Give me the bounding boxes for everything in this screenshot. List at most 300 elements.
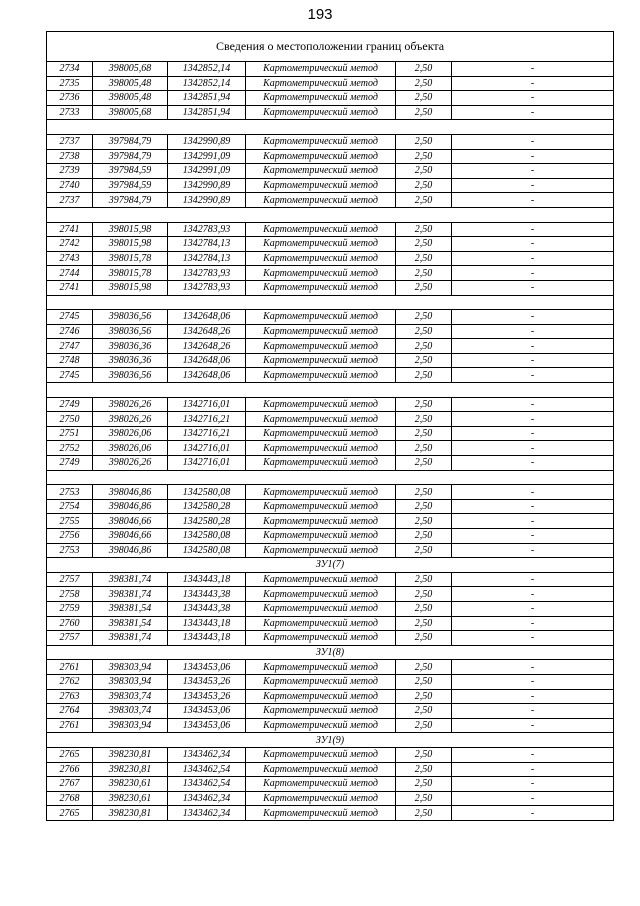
group-separator-row xyxy=(47,207,614,222)
y-coordinate-cell: 1342648,06 xyxy=(168,368,246,383)
group-label-row xyxy=(47,645,614,660)
x-coordinate-cell: 398381,74 xyxy=(93,587,168,602)
x-coordinate-cell: 398005,68 xyxy=(93,105,168,120)
description-cell: - xyxy=(452,543,614,558)
x-coordinate-cell: 398015,98 xyxy=(93,237,168,252)
accuracy-cell: 2,50 xyxy=(396,441,452,456)
table-row xyxy=(47,178,614,193)
table-row xyxy=(47,543,614,558)
table-row xyxy=(47,747,614,762)
point-number-cell: 2749 xyxy=(47,456,93,471)
accuracy-cell: 2,50 xyxy=(396,222,452,237)
y-coordinate-cell: 1343443,38 xyxy=(168,601,246,616)
description-cell: - xyxy=(452,280,614,295)
description-cell: - xyxy=(452,514,614,529)
y-coordinate-cell: 1342580,28 xyxy=(168,514,246,529)
table-row xyxy=(47,660,614,675)
y-coordinate-cell: 1343443,18 xyxy=(168,631,246,646)
y-coordinate-cell: 1342716,21 xyxy=(168,426,246,441)
accuracy-cell: 2,50 xyxy=(396,178,452,193)
accuracy-cell: 2,50 xyxy=(396,791,452,806)
table-row xyxy=(47,456,614,471)
x-coordinate-cell: 398026,26 xyxy=(93,397,168,412)
x-coordinate-cell: 398036,36 xyxy=(93,353,168,368)
point-number-cell: 2735 xyxy=(47,76,93,91)
point-number-cell: 2740 xyxy=(47,178,93,193)
y-coordinate-cell: 1343462,34 xyxy=(168,806,246,821)
point-number-cell: 2757 xyxy=(47,631,93,646)
method-cell: Картометрический метод xyxy=(246,397,396,412)
x-coordinate-cell: 398026,26 xyxy=(93,456,168,471)
accuracy-cell: 2,50 xyxy=(396,601,452,616)
method-cell: Картометрический метод xyxy=(246,747,396,762)
point-number-cell: 2764 xyxy=(47,704,93,719)
y-coordinate-cell: 1342580,28 xyxy=(168,499,246,514)
method-cell: Картометрический метод xyxy=(246,193,396,208)
table-row xyxy=(47,572,614,587)
x-coordinate-cell: 398303,74 xyxy=(93,704,168,719)
group-separator-row xyxy=(47,295,614,310)
description-cell: - xyxy=(452,718,614,733)
description-cell: - xyxy=(452,791,614,806)
table-row xyxy=(47,222,614,237)
x-coordinate-cell: 398015,98 xyxy=(93,280,168,295)
point-number-cell: 2756 xyxy=(47,529,93,544)
accuracy-cell: 2,50 xyxy=(396,631,452,646)
y-coordinate-cell: 1343462,34 xyxy=(168,747,246,762)
x-coordinate-cell: 398046,66 xyxy=(93,514,168,529)
y-coordinate-cell: 1343462,34 xyxy=(168,791,246,806)
accuracy-cell: 2,50 xyxy=(396,485,452,500)
accuracy-cell: 2,50 xyxy=(396,397,452,412)
description-cell: - xyxy=(452,456,614,471)
method-cell: Картометрический метод xyxy=(246,62,396,77)
group-label-row xyxy=(47,558,614,573)
method-cell: Картометрический метод xyxy=(246,237,396,252)
table-row xyxy=(47,339,614,354)
method-cell: Картометрический метод xyxy=(246,134,396,149)
y-coordinate-cell: 1342716,01 xyxy=(168,397,246,412)
table-row xyxy=(47,251,614,266)
table-row xyxy=(47,149,614,164)
accuracy-cell: 2,50 xyxy=(396,266,452,281)
description-cell: - xyxy=(452,149,614,164)
y-coordinate-cell: 1342648,26 xyxy=(168,324,246,339)
method-cell: Картометрический метод xyxy=(246,105,396,120)
accuracy-cell: 2,50 xyxy=(396,310,452,325)
x-coordinate-cell: 397984,79 xyxy=(93,134,168,149)
point-number-cell: 2762 xyxy=(47,674,93,689)
accuracy-cell: 2,50 xyxy=(396,237,452,252)
point-number-cell: 2750 xyxy=(47,412,93,427)
point-number-cell: 2748 xyxy=(47,353,93,368)
description-cell: - xyxy=(452,529,614,544)
description-cell: - xyxy=(452,91,614,106)
accuracy-cell: 2,50 xyxy=(396,164,452,179)
x-coordinate-cell: 398026,06 xyxy=(93,426,168,441)
method-cell: Картометрический метод xyxy=(246,704,396,719)
y-coordinate-cell: 1342851,94 xyxy=(168,91,246,106)
group-separator-row xyxy=(47,120,614,135)
x-coordinate-cell: 398015,78 xyxy=(93,251,168,266)
method-cell: Картометрический метод xyxy=(246,368,396,383)
table-row xyxy=(47,499,614,514)
point-number-cell: 2753 xyxy=(47,543,93,558)
accuracy-cell: 2,50 xyxy=(396,456,452,471)
table-row xyxy=(47,412,614,427)
table-row xyxy=(47,266,614,281)
description-cell: - xyxy=(452,178,614,193)
accuracy-cell: 2,50 xyxy=(396,689,452,704)
x-coordinate-cell: 398036,36 xyxy=(93,339,168,354)
accuracy-cell: 2,50 xyxy=(396,499,452,514)
table-row xyxy=(47,674,614,689)
x-coordinate-cell: 398381,54 xyxy=(93,616,168,631)
description-cell: - xyxy=(452,587,614,602)
x-coordinate-cell: 397984,59 xyxy=(93,178,168,193)
y-coordinate-cell: 1343443,18 xyxy=(168,572,246,587)
y-coordinate-cell: 1342852,14 xyxy=(168,76,246,91)
accuracy-cell: 2,50 xyxy=(396,777,452,792)
x-coordinate-cell: 398046,86 xyxy=(93,543,168,558)
table-row xyxy=(47,134,614,149)
point-number-cell: 2743 xyxy=(47,251,93,266)
table-row xyxy=(47,62,614,77)
point-number-cell: 2736 xyxy=(47,91,93,106)
method-cell: Картометрический метод xyxy=(246,689,396,704)
point-number-cell: 2759 xyxy=(47,601,93,616)
method-cell: Картометрический метод xyxy=(246,310,396,325)
table-row xyxy=(47,529,614,544)
method-cell: Картометрический метод xyxy=(246,529,396,544)
accuracy-cell: 2,50 xyxy=(396,193,452,208)
description-cell: - xyxy=(452,806,614,821)
description-cell: - xyxy=(452,62,614,77)
x-coordinate-cell: 398230,61 xyxy=(93,791,168,806)
y-coordinate-cell: 1342648,06 xyxy=(168,353,246,368)
method-cell: Картометрический метод xyxy=(246,280,396,295)
accuracy-cell: 2,50 xyxy=(396,572,452,587)
y-coordinate-cell: 1342580,08 xyxy=(168,543,246,558)
accuracy-cell: 2,50 xyxy=(396,426,452,441)
table-row xyxy=(47,791,614,806)
x-coordinate-cell: 398303,94 xyxy=(93,718,168,733)
table-row xyxy=(47,514,614,529)
method-cell: Картометрический метод xyxy=(246,441,396,456)
y-coordinate-cell: 1343453,06 xyxy=(168,660,246,675)
table-row xyxy=(47,164,614,179)
method-cell: Картометрический метод xyxy=(246,806,396,821)
method-cell: Картометрический метод xyxy=(246,485,396,500)
table-row xyxy=(47,441,614,456)
accuracy-cell: 2,50 xyxy=(396,149,452,164)
y-coordinate-cell: 1342783,93 xyxy=(168,222,246,237)
method-cell: Картометрический метод xyxy=(246,426,396,441)
method-cell: Картометрический метод xyxy=(246,324,396,339)
accuracy-cell: 2,50 xyxy=(396,514,452,529)
table-row xyxy=(47,689,614,704)
point-number-cell: 2765 xyxy=(47,747,93,762)
group-label: ЗУ1(7) xyxy=(47,558,614,573)
accuracy-cell: 2,50 xyxy=(396,806,452,821)
y-coordinate-cell: 1342851,94 xyxy=(168,105,246,120)
method-cell: Картометрический метод xyxy=(246,543,396,558)
description-cell: - xyxy=(452,76,614,91)
accuracy-cell: 2,50 xyxy=(396,718,452,733)
table-title: Сведения о местоположении границ объекта xyxy=(47,32,614,62)
y-coordinate-cell: 1342580,08 xyxy=(168,529,246,544)
method-cell: Картометрический метод xyxy=(246,91,396,106)
method-cell: Картометрический метод xyxy=(246,76,396,91)
description-cell: - xyxy=(452,441,614,456)
accuracy-cell: 2,50 xyxy=(396,674,452,689)
description-cell: - xyxy=(452,134,614,149)
method-cell: Картометрический метод xyxy=(246,251,396,266)
description-cell: - xyxy=(452,601,614,616)
point-number-cell: 2766 xyxy=(47,762,93,777)
method-cell: Картометрический метод xyxy=(246,412,396,427)
x-coordinate-cell: 398026,06 xyxy=(93,441,168,456)
table-row xyxy=(47,806,614,821)
table-title-row xyxy=(47,32,614,62)
y-coordinate-cell: 1342784,13 xyxy=(168,237,246,252)
point-number-cell: 2760 xyxy=(47,616,93,631)
table-row xyxy=(47,368,614,383)
boundary-coordinates-table xyxy=(46,31,614,821)
y-coordinate-cell: 1342991,09 xyxy=(168,164,246,179)
point-number-cell: 2746 xyxy=(47,324,93,339)
method-cell: Картометрический метод xyxy=(246,777,396,792)
x-coordinate-cell: 398230,81 xyxy=(93,747,168,762)
description-cell: - xyxy=(452,251,614,266)
method-cell: Картометрический метод xyxy=(246,674,396,689)
method-cell: Картометрический метод xyxy=(246,660,396,675)
accuracy-cell: 2,50 xyxy=(396,616,452,631)
x-coordinate-cell: 398381,54 xyxy=(93,601,168,616)
point-number-cell: 2757 xyxy=(47,572,93,587)
table-row xyxy=(47,616,614,631)
method-cell: Картометрический метод xyxy=(246,718,396,733)
method-cell: Картометрический метод xyxy=(246,572,396,587)
point-number-cell: 2758 xyxy=(47,587,93,602)
accuracy-cell: 2,50 xyxy=(396,747,452,762)
description-cell: - xyxy=(452,412,614,427)
method-cell: Картометрический метод xyxy=(246,178,396,193)
x-coordinate-cell: 398005,48 xyxy=(93,76,168,91)
x-coordinate-cell: 398046,86 xyxy=(93,499,168,514)
y-coordinate-cell: 1343443,38 xyxy=(168,587,246,602)
method-cell: Картометрический метод xyxy=(246,499,396,514)
y-coordinate-cell: 1343443,18 xyxy=(168,616,246,631)
point-number-cell: 2738 xyxy=(47,149,93,164)
point-number-cell: 2745 xyxy=(47,310,93,325)
y-coordinate-cell: 1342783,93 xyxy=(168,266,246,281)
point-number-cell: 2734 xyxy=(47,62,93,77)
table-row xyxy=(47,704,614,719)
point-number-cell: 2761 xyxy=(47,660,93,675)
y-coordinate-cell: 1343453,26 xyxy=(168,674,246,689)
x-coordinate-cell: 398303,94 xyxy=(93,674,168,689)
point-number-cell: 2768 xyxy=(47,791,93,806)
description-cell: - xyxy=(452,689,614,704)
description-cell: - xyxy=(452,747,614,762)
x-coordinate-cell: 398230,61 xyxy=(93,777,168,792)
y-coordinate-cell: 1343462,54 xyxy=(168,762,246,777)
point-number-cell: 2733 xyxy=(47,105,93,120)
table-row xyxy=(47,397,614,412)
description-cell: - xyxy=(452,193,614,208)
y-coordinate-cell: 1343453,06 xyxy=(168,718,246,733)
description-cell: - xyxy=(452,237,614,252)
table-row xyxy=(47,324,614,339)
y-coordinate-cell: 1342716,01 xyxy=(168,456,246,471)
table-row xyxy=(47,280,614,295)
description-cell: - xyxy=(452,485,614,500)
accuracy-cell: 2,50 xyxy=(396,412,452,427)
point-number-cell: 2739 xyxy=(47,164,93,179)
accuracy-cell: 2,50 xyxy=(396,62,452,77)
accuracy-cell: 2,50 xyxy=(396,529,452,544)
y-coordinate-cell: 1343453,06 xyxy=(168,704,246,719)
accuracy-cell: 2,50 xyxy=(396,660,452,675)
description-cell: - xyxy=(452,660,614,675)
table-row xyxy=(47,353,614,368)
point-number-cell: 2753 xyxy=(47,485,93,500)
accuracy-cell: 2,50 xyxy=(396,105,452,120)
group-separator-row xyxy=(47,383,614,398)
y-coordinate-cell: 1342990,89 xyxy=(168,134,246,149)
point-number-cell: 2737 xyxy=(47,193,93,208)
x-coordinate-cell: 398036,56 xyxy=(93,368,168,383)
method-cell: Картометрический метод xyxy=(246,601,396,616)
description-cell: - xyxy=(452,324,614,339)
group-separator xyxy=(47,207,614,222)
method-cell: Картометрический метод xyxy=(246,353,396,368)
description-cell: - xyxy=(452,368,614,383)
y-coordinate-cell: 1342991,09 xyxy=(168,149,246,164)
y-coordinate-cell: 1342852,14 xyxy=(168,62,246,77)
table-row xyxy=(47,777,614,792)
table-row xyxy=(47,310,614,325)
accuracy-cell: 2,50 xyxy=(396,368,452,383)
table-row xyxy=(47,105,614,120)
accuracy-cell: 2,50 xyxy=(396,134,452,149)
description-cell: - xyxy=(452,339,614,354)
point-number-cell: 2745 xyxy=(47,368,93,383)
x-coordinate-cell: 398005,48 xyxy=(93,91,168,106)
group-separator xyxy=(47,295,614,310)
table-row xyxy=(47,718,614,733)
y-coordinate-cell: 1343453,26 xyxy=(168,689,246,704)
y-coordinate-cell: 1342783,93 xyxy=(168,280,246,295)
point-number-cell: 2767 xyxy=(47,777,93,792)
method-cell: Картометрический метод xyxy=(246,164,396,179)
method-cell: Картометрический метод xyxy=(246,631,396,646)
description-cell: - xyxy=(452,397,614,412)
group-separator xyxy=(47,120,614,135)
description-cell: - xyxy=(452,310,614,325)
x-coordinate-cell: 398046,66 xyxy=(93,529,168,544)
x-coordinate-cell: 398015,98 xyxy=(93,222,168,237)
table-row xyxy=(47,237,614,252)
table-row xyxy=(47,76,614,91)
point-number-cell: 2763 xyxy=(47,689,93,704)
description-cell: - xyxy=(452,572,614,587)
table-row xyxy=(47,631,614,646)
point-number-cell: 2744 xyxy=(47,266,93,281)
description-cell: - xyxy=(452,704,614,719)
method-cell: Картометрический метод xyxy=(246,456,396,471)
x-coordinate-cell: 398230,81 xyxy=(93,762,168,777)
y-coordinate-cell: 1342990,89 xyxy=(168,193,246,208)
table-row xyxy=(47,601,614,616)
accuracy-cell: 2,50 xyxy=(396,251,452,266)
y-coordinate-cell: 1342580,08 xyxy=(168,485,246,500)
point-number-cell: 2755 xyxy=(47,514,93,529)
accuracy-cell: 2,50 xyxy=(396,339,452,354)
y-coordinate-cell: 1342648,06 xyxy=(168,310,246,325)
table-body xyxy=(47,32,614,821)
accuracy-cell: 2,50 xyxy=(396,704,452,719)
method-cell: Картометрический метод xyxy=(246,762,396,777)
group-label: ЗУ1(9) xyxy=(47,733,614,748)
description-cell: - xyxy=(452,353,614,368)
group-separator-row xyxy=(47,470,614,485)
x-coordinate-cell: 397984,79 xyxy=(93,193,168,208)
point-number-cell: 2765 xyxy=(47,806,93,821)
x-coordinate-cell: 398046,86 xyxy=(93,485,168,500)
description-cell: - xyxy=(452,616,614,631)
table-row xyxy=(47,587,614,602)
table-row xyxy=(47,762,614,777)
x-coordinate-cell: 397984,59 xyxy=(93,164,168,179)
table-row xyxy=(47,426,614,441)
y-coordinate-cell: 1343462,54 xyxy=(168,777,246,792)
x-coordinate-cell: 398015,78 xyxy=(93,266,168,281)
x-coordinate-cell: 398303,94 xyxy=(93,660,168,675)
accuracy-cell: 2,50 xyxy=(396,762,452,777)
point-number-cell: 2741 xyxy=(47,222,93,237)
description-cell: - xyxy=(452,105,614,120)
accuracy-cell: 2,50 xyxy=(396,91,452,106)
description-cell: - xyxy=(452,631,614,646)
accuracy-cell: 2,50 xyxy=(396,353,452,368)
method-cell: Картометрический метод xyxy=(246,266,396,281)
point-number-cell: 2752 xyxy=(47,441,93,456)
x-coordinate-cell: 398381,74 xyxy=(93,631,168,646)
method-cell: Картометрический метод xyxy=(246,514,396,529)
group-label-row xyxy=(47,733,614,748)
y-coordinate-cell: 1342716,01 xyxy=(168,441,246,456)
y-coordinate-cell: 1342784,13 xyxy=(168,251,246,266)
x-coordinate-cell: 398036,56 xyxy=(93,310,168,325)
point-number-cell: 2749 xyxy=(47,397,93,412)
group-label: ЗУ1(8) xyxy=(47,645,614,660)
table-row xyxy=(47,485,614,500)
method-cell: Картометрический метод xyxy=(246,587,396,602)
description-cell: - xyxy=(452,777,614,792)
table-row xyxy=(47,193,614,208)
method-cell: Картометрический метод xyxy=(246,149,396,164)
y-coordinate-cell: 1342648,26 xyxy=(168,339,246,354)
description-cell: - xyxy=(452,222,614,237)
description-cell: - xyxy=(452,499,614,514)
description-cell: - xyxy=(452,266,614,281)
accuracy-cell: 2,50 xyxy=(396,280,452,295)
x-coordinate-cell: 398026,26 xyxy=(93,412,168,427)
description-cell: - xyxy=(452,674,614,689)
x-coordinate-cell: 397984,79 xyxy=(93,149,168,164)
